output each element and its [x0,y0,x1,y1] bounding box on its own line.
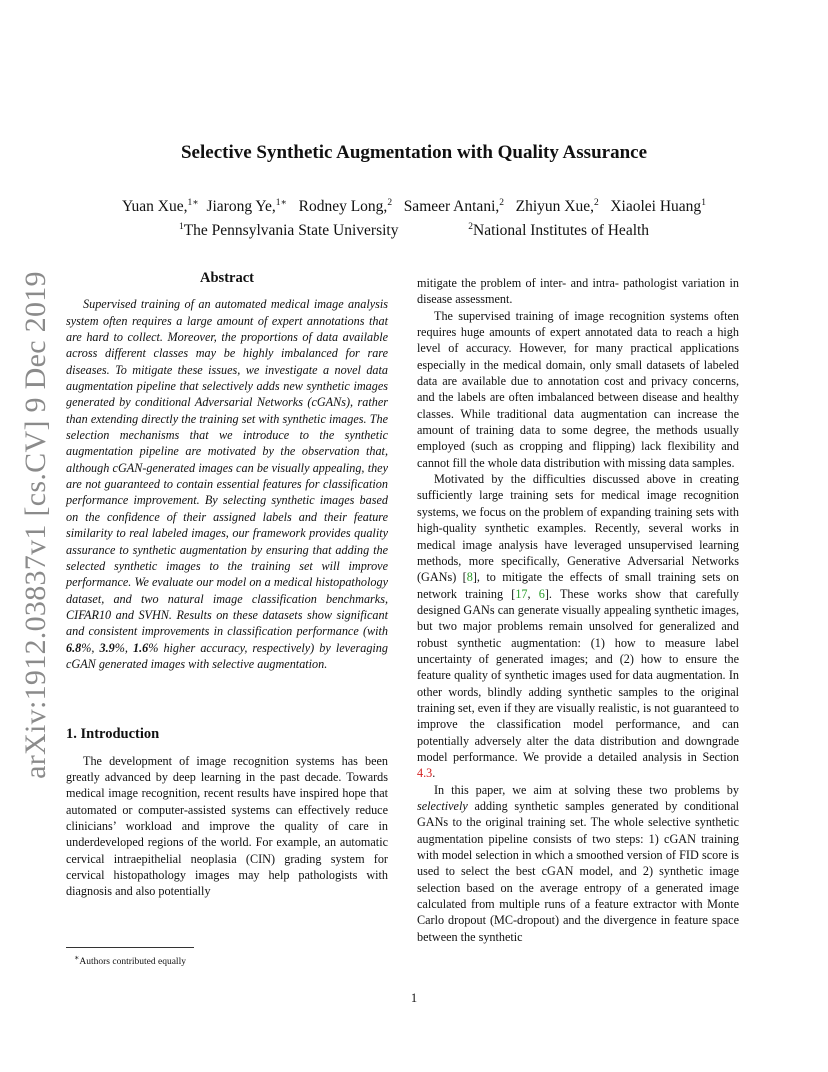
citation-link[interactable]: 8 [466,570,473,585]
intro-paragraph-continued: mitigate the problem of inter- and intra- pathologist variation in disease assessment. [417,276,739,307]
author: Sameer Antani,$^2$ [403,198,504,216]
arxiv-id-text: arXiv:1912.03837v1 [cs.CV] 9 Dec 2019 [19,271,52,779]
arxiv-side-stamp [16,271,56,779]
author-block [60,193,768,241]
author: Jiarong Ye,$^{1∗}$ [206,198,287,216]
citation-link[interactable]: 6 [538,586,545,601]
abstract-text: Supervised training of an automated medical image analysis system often requires a large amount of expert annotations that are hard to collect. Moreover, the proportions of data available across different classes may be highly imbalanced for rare diseases. To mitigate these issues, we investigate a novel data augmentation pipeline that selectively adds new synthetic images generated by conditional Adversarial Networks (cGANs), rather than extending directly the training set with synthetic images. The selection mechanisms that we introduce to the synthetic augmentation pipeline are motivated by the observation that, although cGAN-generated images can be visually appealing, they are not guaranteed to contain essential features for classification performance improvement. By selecting synthetic images based on the confidence of their assigned labels and their feature similarity to real labeled images, our framework provides quality assurance to synthetic augmentation by ensuring that adding the selected synthetic images to the training set will improve performance. We evaluate our model on a medical histopathology dataset, and two natural image classification benchmarks, CIFAR10 and SVHN. Results on these datasets show significant and consistent improvements in classification performance (with 6.8%, 3.9%, 1.6% higher accuracy, respectively) by leveraging cGAN generated images with selective augmentation. [66,297,388,671]
intro-paragraph: The development of image recognition systems has been greatly advanced by deep learning in the past decade. Towards medical image recognition, recent results have inspired hope that automated or computer-assisted systems can effectively reduce clinicians’ workload and improve the quality of care in underdeveloped regions of the world. For example, an automatic cervical intraepithelial neoplasia (CIN) grading system for cervical histopathology images may help pathologists with diagnosis and also potentially [66,753,388,899]
footnote: ∗Authors contributed equally [74,953,186,968]
right-column [417,275,739,945]
page-number: 1 [410,991,418,1005]
abstract-heading: Abstract [200,270,254,286]
intro-paragraph: In this paper, we aim at solving these two problems by selectively adding synthetic samples generated by conditional GANs to the original training set. The whole selective synthetic augmentation pipeline consists of two steps: 1) cGAN training with model selection in which a smoothed version of FID score is used to select the best cGAN model, and 2) synthetic image selection based on the average entropy of a generated image calculated from multiple runs of a feature extractor with Monte Carlo dropout (MC-dropout) and the divergence in feature space between the synthetic [417,782,739,944]
author: Xiaolei Huang$^1$ [610,198,706,216]
left-column [66,270,388,900]
section-heading-introduction: 1. Introduction [66,726,160,743]
paper-title: Selective Synthetic Augmentation with Quality Assurance [180,142,648,163]
citation-link[interactable]: 17 [515,586,528,601]
author: Yuan Xue,$^{1∗}$ [122,198,199,216]
affiliation-list [60,217,768,241]
author-list [60,193,768,217]
section-link[interactable]: 4.3 [417,766,433,781]
footnote-divider [66,947,194,948]
author: Rodney Long,$^2$ [298,198,393,216]
affiliation: $^2$National Institutes of Health [468,222,650,240]
author: Zhiyun Xue,$^2$ [515,198,599,216]
intro-paragraph: The supervised training of image recognition systems often requires huge amounts of expert annotated data to reach a high level of accuracy. However, for many practical applications especially in the medical domain, only small datasets of labeled data are available due to annotation cost and privacy concerns, and the labels are often imbalanced between disease and healthy classes. While traditional data augmentation can increase the amount of training data to some degree, the methods usually employed (such as cropping and flipping) lack flexibility and cannot fill the whole data distribution with missing data samples. [417,308,739,470]
affiliation: $^1$The Pennsylvania State University [178,222,399,240]
intro-paragraph: Motivated by the difficulties discussed above in creating sufficiently large training sets for medical image recognition systems, we focus on the problem of expanding training sets with high-quality synthetic examples. Recently, several works in medical image analysis have leveraged unsupervised learning methods, more specifically, Generative Adversarial Networks (GANs) [8], to mitigate the effects of small training sets on network training [17, 6]. These works show that carefully designed GANs can generate visually appealing synthetic images, but two major problems remain unsolved for generalized and robust synthetic augmentation: (1) how to measure label uncertainty of generated images; and (2) how to ensure the feature quality of synthetic images used for data augmentation. In other words, blindly adding synthetic samples to the original training set, even if they are visually realistic, is not guaranteed to improve the classification model performance, and can potentially adversely alter the data distribution and downgrade model performance. We provide a detailed analysis in Section 4.3. [417,472,740,781]
